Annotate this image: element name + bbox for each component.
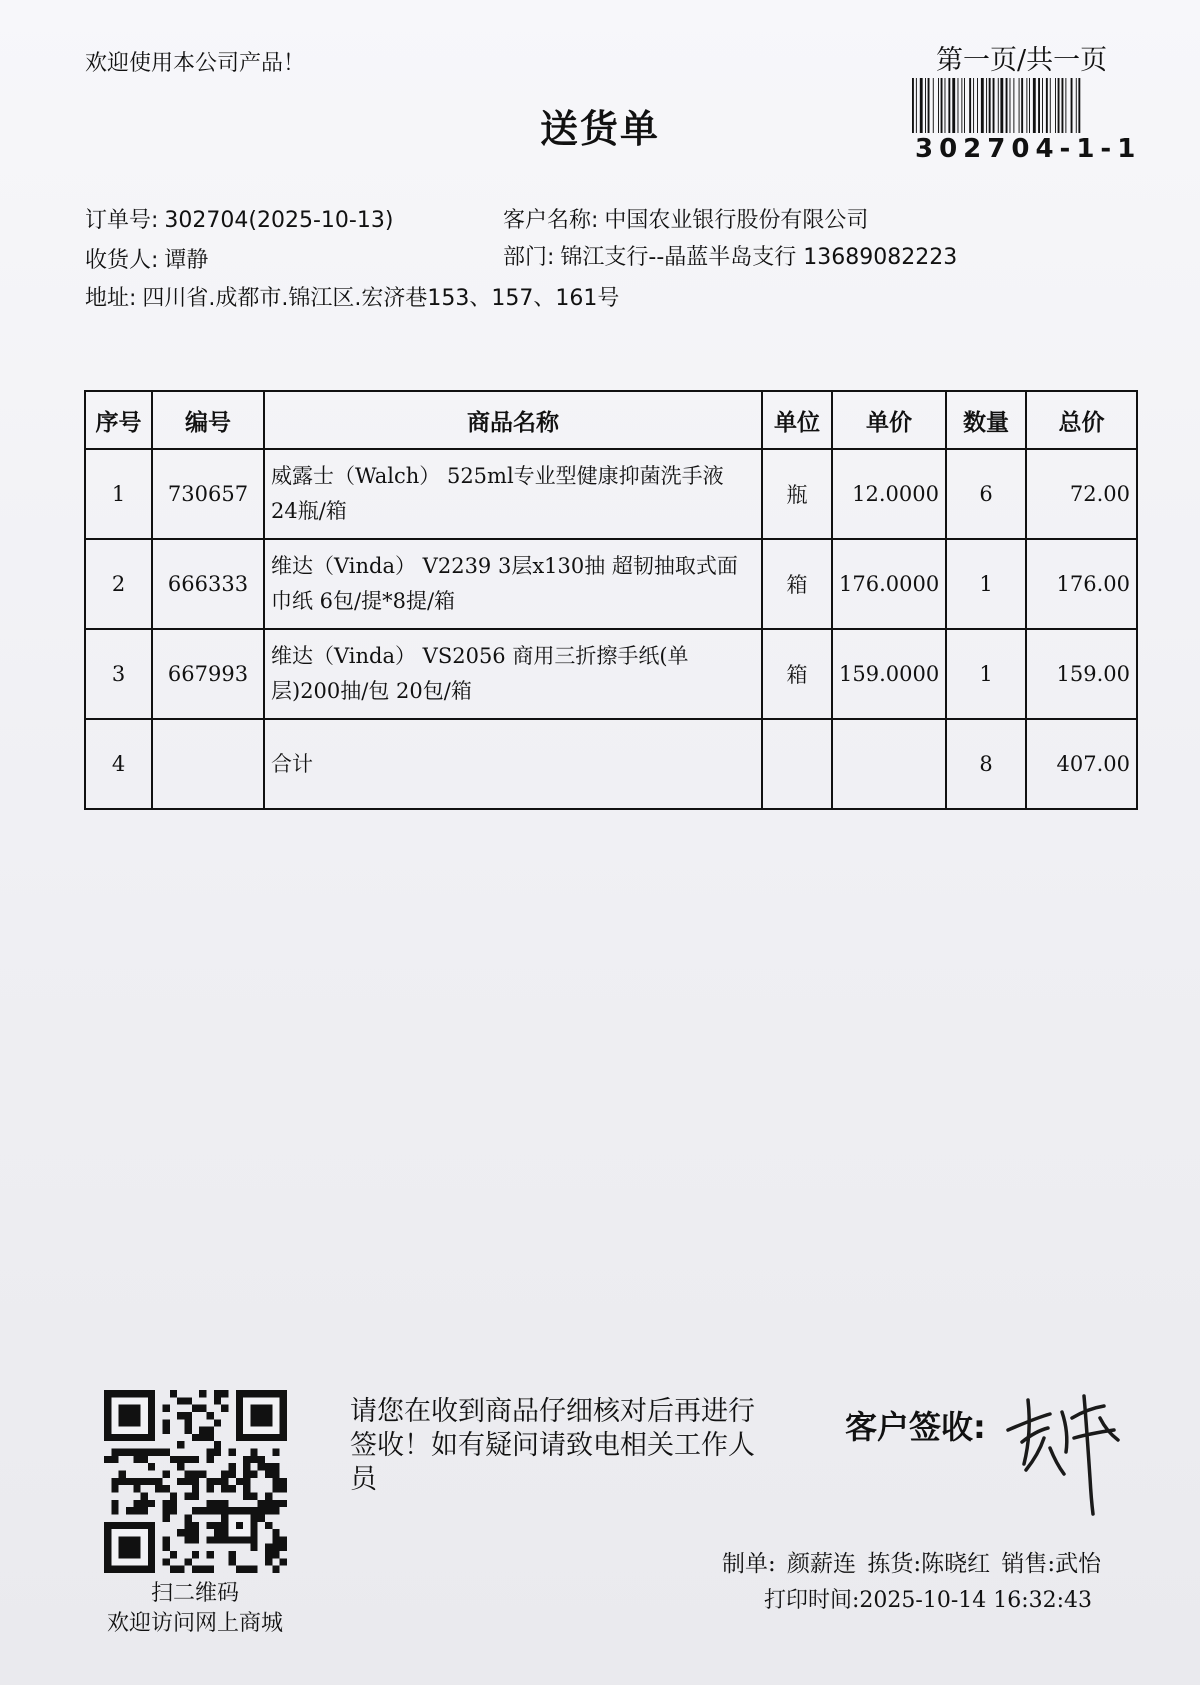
receiver-label: 收货人: (85, 248, 159, 273)
cell-product-name: 威露士（Walch） 525ml专业型健康抑菌洗手液 24瓶/箱 (264, 449, 762, 539)
address (85, 281, 619, 312)
order-number-label: 订单号: (85, 208, 159, 233)
cell-total: 72.00 (1026, 449, 1137, 539)
barcode-image (912, 78, 1126, 133)
header-unit-price: 单价 (832, 391, 946, 449)
header-total: 总价 (1026, 391, 1137, 449)
total-quantity: 8 (946, 719, 1026, 809)
cell-quantity: 6 (946, 449, 1026, 539)
table-row (85, 629, 1137, 719)
cell-code: 667993 (152, 629, 264, 719)
items-table (84, 390, 1138, 810)
order-number (85, 203, 393, 234)
cell-quantity: 1 (946, 629, 1026, 719)
qr-code-image[interactable] (104, 1390, 287, 1573)
customer-name-value: 中国农业银行股份有限公司 (604, 208, 869, 233)
cell-code: 730657 (152, 449, 264, 539)
qr-caption-scan: 扫二维码 (150, 1581, 239, 1606)
header-quantity: 数量 (946, 391, 1026, 449)
barcode-number: 302704-1-1 (915, 134, 1142, 164)
address-label: 地址: (85, 286, 137, 311)
cell-code (152, 719, 264, 809)
cell-unit (762, 719, 832, 809)
cell-total: 159.00 (1026, 629, 1137, 719)
check-notice: 请您在收到商品仔细核对后再进行签收！如有疑问请致电相关工作人员 (350, 1396, 755, 1495)
cell-unit-price: 176.0000 (832, 539, 946, 629)
page-indicator: 第一页/共一页 (936, 45, 1108, 76)
cell-unit: 瓶 (762, 449, 832, 539)
receiver (85, 243, 208, 274)
department-value: 锦江支行--晶蓝半岛支行 13689082223 (560, 245, 958, 270)
header-product-name: 商品名称 (264, 391, 762, 449)
customer-name-label: 客户名称: (503, 208, 599, 233)
table-row (85, 449, 1137, 539)
print-time: 打印时间:2025-10-14 16:32:43 (764, 1588, 1093, 1613)
handwritten-signature (1000, 1378, 1130, 1518)
header-seq: 序号 (85, 391, 152, 449)
cell-product-name: 维达（Vinda） V2239 3层x130抽 超韧抽取式面巾纸 6包/提*8提/箱 (264, 539, 762, 629)
cell-unit-price (832, 719, 946, 809)
cell-seq: 2 (85, 539, 152, 629)
cell-total: 176.00 (1026, 539, 1137, 629)
customer-name (503, 203, 868, 234)
cell-seq: 1 (85, 449, 152, 539)
department-label: 部门: (503, 245, 555, 270)
cell-product-name: 维达（Vinda） VS2056 商用三折擦手纸(单层)200抽/包 20包/箱 (264, 629, 762, 719)
receiver-value: 谭静 (164, 248, 209, 273)
grand-total: 407.00 (1026, 719, 1137, 809)
cell-quantity: 1 (946, 539, 1026, 629)
cell-code: 666333 (152, 539, 264, 629)
cell-seq: 4 (85, 719, 152, 809)
cell-seq: 3 (85, 629, 152, 719)
customer-sign-label: 客户签收: (845, 1408, 986, 1446)
header-unit: 单位 (762, 391, 832, 449)
table-header-row (85, 391, 1137, 449)
staff-line: 制单: 颜薪连 拣货:陈晓红 销售:武怡 (722, 1551, 1102, 1577)
total-label: 合计 (264, 719, 762, 809)
table-row (85, 539, 1137, 629)
cell-unit: 箱 (762, 539, 832, 629)
header-code: 编号 (152, 391, 264, 449)
address-value: 四川省.成都市.锦江区.宏济巷153、157、161号 (142, 286, 620, 311)
cell-unit-price: 159.0000 (832, 629, 946, 719)
document-title: 送货单 (540, 107, 661, 151)
cell-unit: 箱 (762, 629, 832, 719)
department (503, 240, 957, 271)
qr-caption-mall: 欢迎访问网上商城 (106, 1611, 283, 1636)
cell-unit-price: 12.0000 (832, 449, 946, 539)
order-number-value: 302704(2025-10-13) (164, 208, 394, 233)
welcome-text: 欢迎使用本公司产品！ (85, 51, 306, 76)
total-row (85, 719, 1137, 809)
